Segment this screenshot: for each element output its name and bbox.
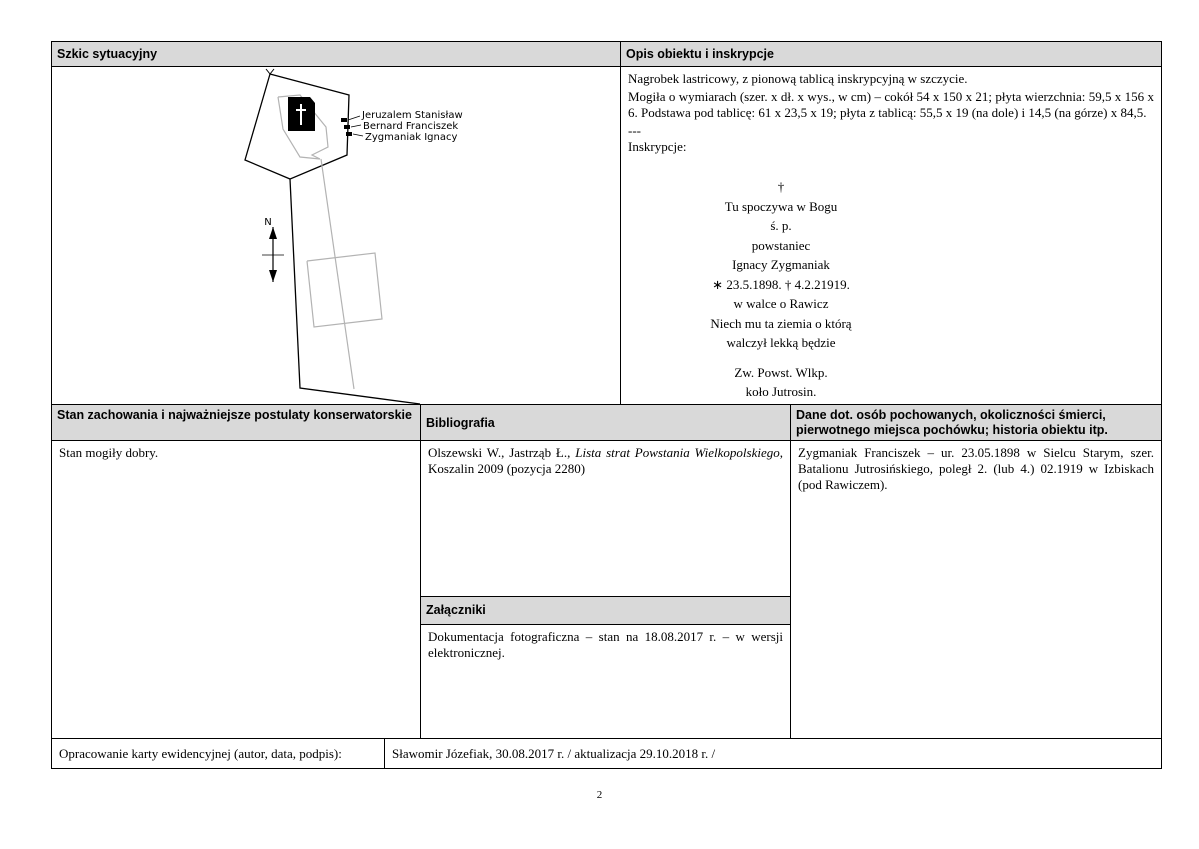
opis-separator: --- — [628, 123, 641, 138]
bibliografia-header: Bibliografia — [421, 405, 790, 440]
inscription-line: w walce o Rawicz — [733, 296, 829, 311]
inskrypcje-label: Inskrypcje: — [628, 139, 687, 154]
bibliografia-authors: Olszewski W., Jastrząb Ł., — [428, 445, 571, 460]
inscription-line: ∗ 23.5.1898. † 4.2.21919. — [712, 276, 850, 292]
north-label: N — [264, 217, 272, 228]
grave-label-3: Zygmaniak Ignacy — [365, 132, 458, 143]
grave-marker-2 — [344, 125, 350, 129]
grave-marker-1 — [341, 118, 347, 122]
sketch-svg — [52, 67, 620, 404]
footer-value: Sławomir Józefiak, 30.08.2017 r. / aktualizacja 29.10.2018 r. / — [392, 746, 716, 761]
inscription-footer-line: koło Jutrosin. — [745, 384, 817, 399]
zalaczniki-text: Dokumentacja fotograficzna – stan na 18.08.2017 r. – w wersji elektronicznej. — [428, 629, 783, 660]
opis-paragraph-2: Mogiła o wymiarach (szer. x dł. x wys., w cm) – cokół 54 x 150 x 21; płyta wierzchnia: 59,5 x 156 x 6. Podstawa pod tablicę: 61 x 23,5 x 19; płyta z tablicą: 55,5 x 19 (na dole) i 14,5 (na górze) x 84,5. — [628, 89, 1154, 120]
bibliografia-text — [421, 441, 790, 481]
inscription-block — [701, 177, 861, 402]
situational-sketch — [52, 67, 620, 404]
path-quarter — [307, 253, 382, 327]
inscription-line: Tu spoczywa w Bogu — [724, 198, 838, 214]
stan-header: Stan zachowania i najważniejsze postulaty konserwatorskie — [52, 405, 420, 440]
grave-label-1: Jeruzalem Stanisław — [362, 110, 463, 121]
bibliografia-rest: , Koszalin 2009 (pozycja 2280) — [428, 445, 783, 476]
opis-content — [621, 67, 1161, 404]
inscription-line: Niech mu ta ziemia o którą — [710, 315, 852, 331]
inscription-line: powstaniec — [751, 237, 811, 253]
grave-marker-3 — [346, 132, 352, 136]
inscription-line: Ignacy Zygmaniak — [732, 257, 830, 272]
stan-text: Stan mogiły dobry. — [59, 445, 159, 460]
bibliografia-title: Lista strat Powstania Wielkopolskiego — [575, 445, 780, 460]
opis-header: Opis obiektu i inskrypcje — [621, 42, 1161, 66]
inscription-footer-line: Zw. Powst. Wlkp. — [734, 364, 828, 380]
inscription-line: ś. p. — [770, 218, 792, 233]
dane-text: Zygmaniak Franciszek – ur. 23.05.1898 w Sielcu Starym, szer. Batalionu Jutrosińskiego, poległ 2. (lub 4.) 02.1919 w Izbiskach (pod Rawiczem). — [798, 445, 1154, 492]
zalaczniki-header: Załączniki — [421, 597, 790, 624]
cemetery-outline-left — [245, 74, 290, 179]
footer-label: Opracowanie karty ewidencyjnej (autor, data, podpis): — [59, 746, 342, 761]
szkic-header: Szkic sytuacyjny — [52, 42, 620, 66]
opis-paragraph-1: Nagrobek lastricowy, z pionową tablicą inskrypcyjną w szczycie. — [628, 71, 968, 86]
inscription-line: walczył lekką będzie — [726, 335, 836, 350]
dane-header: Dane dot. osób pochowanych, okoliczności śmierci, pierwotnego miejsca pochówku; historia obiektu itp. — [791, 405, 1161, 440]
page-number: 2 — [596, 789, 603, 801]
grave-label-2: Bernard Franciszek — [363, 121, 459, 132]
inscription-line: † — [777, 179, 785, 194]
path-vertical — [321, 159, 354, 389]
outline-tick — [266, 69, 270, 74]
